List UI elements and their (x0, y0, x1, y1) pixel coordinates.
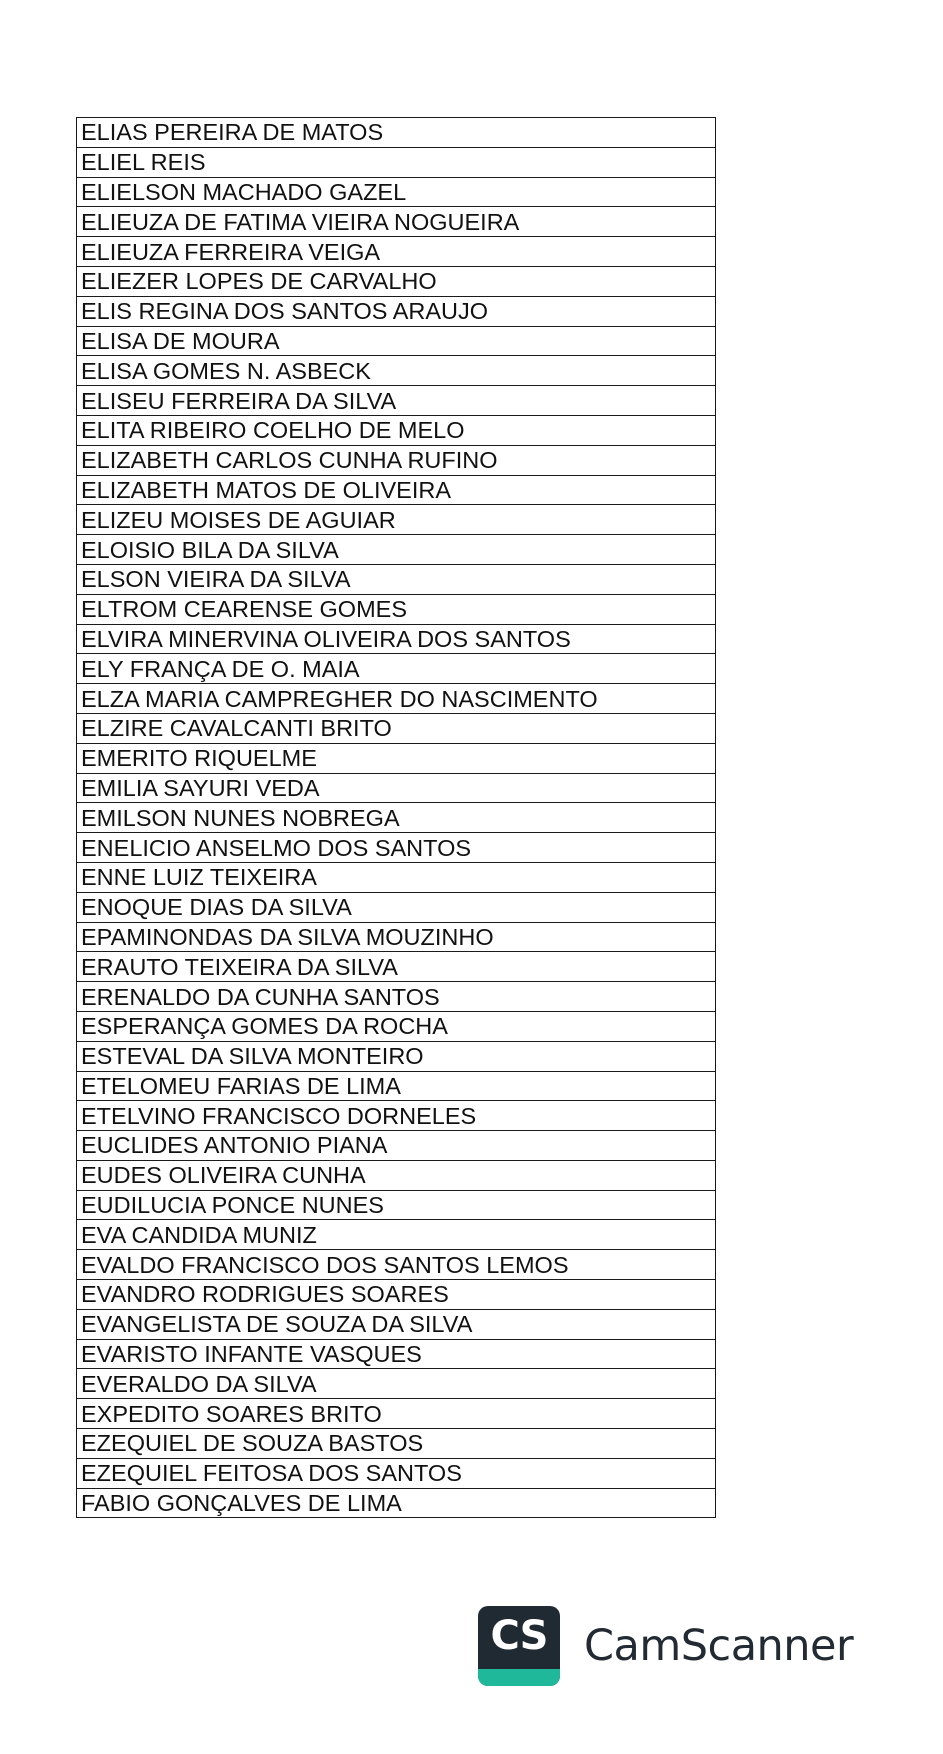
name-cell: EMILIA SAYURI VEDA (77, 773, 716, 803)
table-row (77, 445, 716, 475)
table-row (77, 684, 716, 714)
name-cell: ELIZABETH MATOS DE OLIVEIRA (77, 475, 716, 505)
camscanner-watermark (478, 1606, 853, 1686)
name-cell: ELIZABETH CARLOS CUNHA RUFINO (77, 445, 716, 475)
name-cell: ELIEUZA DE FATIMA VIEIRA NOGUEIRA (77, 207, 716, 237)
table-row (77, 535, 716, 565)
name-cell: EVARISTO INFANTE VASQUES (77, 1339, 716, 1369)
table-row (77, 594, 716, 624)
name-cell: ELIZEU MOISES DE AGUIAR (77, 505, 716, 535)
table-row (77, 1250, 716, 1280)
table-row (77, 237, 716, 267)
table-row (77, 1339, 716, 1369)
table-row (77, 207, 716, 237)
name-cell: EMERITO RIQUELME (77, 743, 716, 773)
name-cell: ETELVINO FRANCISCO DORNELES (77, 1101, 716, 1131)
table-row (77, 326, 716, 356)
table-row (77, 296, 716, 326)
name-cell: EVANGELISTA DE SOUZA DA SILVA (77, 1309, 716, 1339)
name-cell: ERAUTO TEIXEIRA DA SILVA (77, 952, 716, 982)
table-row (77, 1309, 716, 1339)
table-row (77, 1131, 716, 1161)
table-row (77, 1399, 716, 1429)
table-row (77, 1220, 716, 1250)
logo-text: CS (490, 1613, 548, 1659)
table-row (77, 1160, 716, 1190)
table-row (77, 118, 716, 148)
table-row (77, 922, 716, 952)
table-row (77, 177, 716, 207)
name-cell: ENELICIO ANSELMO DOS SANTOS (77, 833, 716, 863)
name-cell: ENNE LUIZ TEIXEIRA (77, 862, 716, 892)
name-cell: ELIEL REIS (77, 147, 716, 177)
name-cell: ELIS REGINA DOS SANTOS ARAUJO (77, 296, 716, 326)
name-cell: EZEQUIEL DE SOUZA BASTOS (77, 1429, 716, 1459)
name-cell: ELITA RIBEIRO COELHO DE MELO (77, 415, 716, 445)
camscanner-logo-icon (478, 1606, 560, 1686)
table-row (77, 1101, 716, 1131)
name-cell: ERENALDO DA CUNHA SANTOS (77, 982, 716, 1012)
table-row (77, 1190, 716, 1220)
table-row (77, 266, 716, 296)
logo-accent-band (478, 1669, 560, 1686)
table-row (77, 564, 716, 594)
table-row (77, 1458, 716, 1488)
name-cell: ELISA DE MOURA (77, 326, 716, 356)
table-row (77, 654, 716, 684)
table-row (77, 743, 716, 773)
name-cell: ETELOMEU FARIAS DE LIMA (77, 1071, 716, 1101)
table-row (77, 1280, 716, 1310)
name-cell: EUDILUCIA PONCE NUNES (77, 1190, 716, 1220)
table-row (77, 386, 716, 416)
name-cell: EXPEDITO SOARES BRITO (77, 1399, 716, 1429)
table-row (77, 713, 716, 743)
name-cell: ENOQUE DIAS DA SILVA (77, 892, 716, 922)
brand-name: CamScanner (584, 1621, 854, 1671)
names-table (76, 117, 716, 1518)
name-cell: ELZIRE CAVALCANTI BRITO (77, 713, 716, 743)
name-cell: EUCLIDES ANTONIO PIANA (77, 1131, 716, 1161)
name-cell: EVERALDO DA SILVA (77, 1369, 716, 1399)
name-cell: ELZA MARIA CAMPREGHER DO NASCIMENTO (77, 684, 716, 714)
table-row (77, 356, 716, 386)
name-cell: ELIEUZA FERREIRA VEIGA (77, 237, 716, 267)
table-row (77, 505, 716, 535)
name-cell: ELIEZER LOPES DE CARVALHO (77, 266, 716, 296)
names-table-body (77, 118, 716, 1518)
name-cell: EUDES OLIVEIRA CUNHA (77, 1160, 716, 1190)
name-cell: EZEQUIEL FEITOSA DOS SANTOS (77, 1458, 716, 1488)
table-row (77, 773, 716, 803)
table-row (77, 415, 716, 445)
table-row (77, 1369, 716, 1399)
table-row (77, 1011, 716, 1041)
name-cell: ELY FRANÇA DE O. MAIA (77, 654, 716, 684)
table-row (77, 1071, 716, 1101)
name-cell: EVA CANDIDA MUNIZ (77, 1220, 716, 1250)
table-row (77, 803, 716, 833)
name-cell: ELSON VIEIRA DA SILVA (77, 564, 716, 594)
name-cell: EPAMINONDAS DA SILVA MOUZINHO (77, 922, 716, 952)
table-row (77, 1429, 716, 1459)
name-cell: ELIAS PEREIRA DE MATOS (77, 118, 716, 148)
table-row (77, 1488, 716, 1518)
table-row (77, 952, 716, 982)
name-cell: ELIELSON MACHADO GAZEL (77, 177, 716, 207)
table-row (77, 892, 716, 922)
table-row (77, 475, 716, 505)
name-cell: EMILSON NUNES NOBREGA (77, 803, 716, 833)
table-row (77, 1041, 716, 1071)
name-cell: ELISEU FERREIRA DA SILVA (77, 386, 716, 416)
table-row (77, 147, 716, 177)
name-cell: EVALDO FRANCISCO DOS SANTOS LEMOS (77, 1250, 716, 1280)
table-row (77, 862, 716, 892)
name-cell: ELTROM CEARENSE GOMES (77, 594, 716, 624)
name-cell: FABIO GONÇALVES DE LIMA (77, 1488, 716, 1518)
table-row (77, 982, 716, 1012)
name-cell: ELOISIO BILA DA SILVA (77, 535, 716, 565)
name-cell: ELISA GOMES N. ASBECK (77, 356, 716, 386)
name-cell: ESTEVAL DA SILVA MONTEIRO (77, 1041, 716, 1071)
name-cell: EVANDRO RODRIGUES SOARES (77, 1280, 716, 1310)
table-row (77, 833, 716, 863)
table-row (77, 624, 716, 654)
name-cell: ELVIRA MINERVINA OLIVEIRA DOS SANTOS (77, 624, 716, 654)
name-cell: ESPERANÇA GOMES DA ROCHA (77, 1011, 716, 1041)
